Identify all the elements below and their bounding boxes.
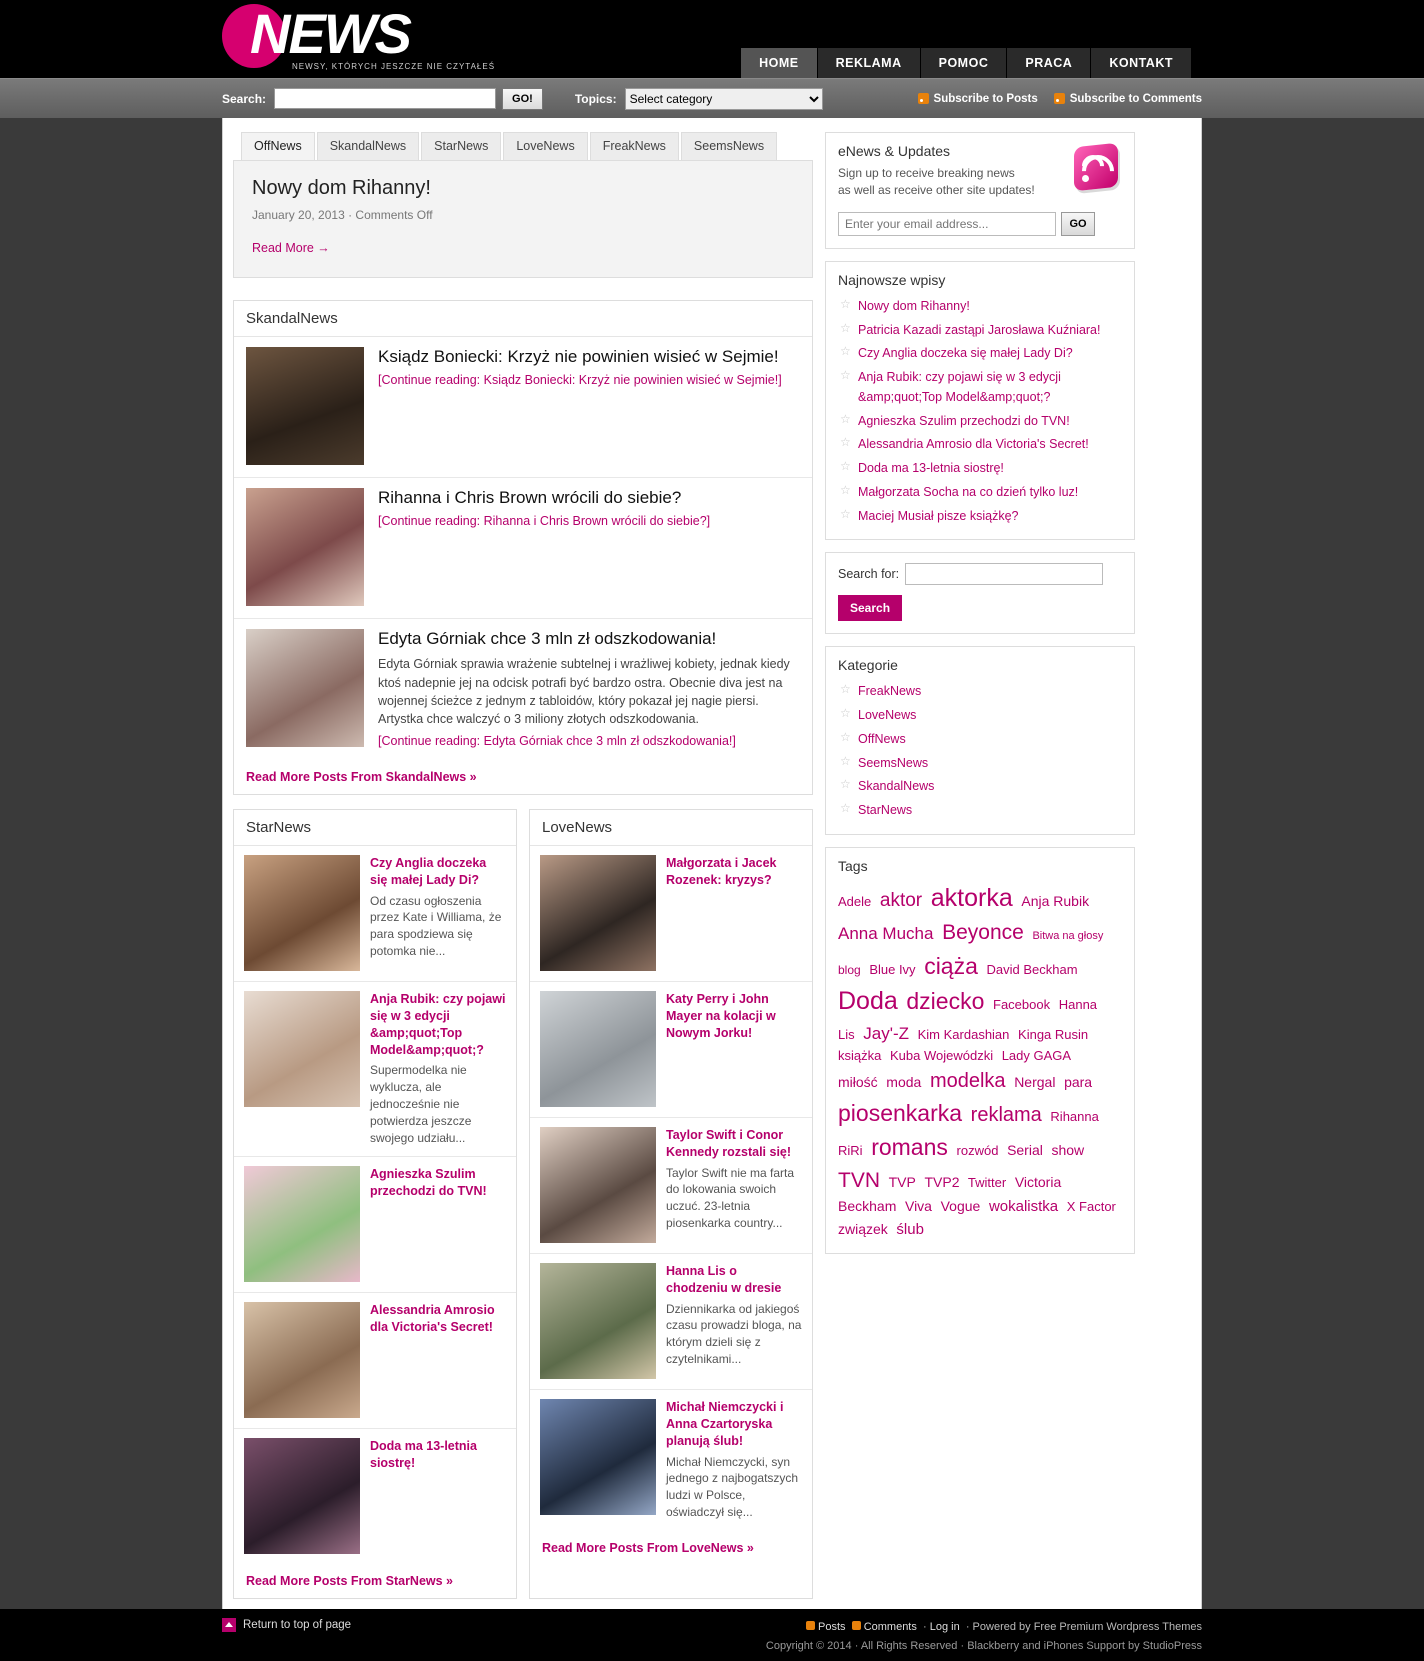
tag-link[interactable]: TVN [838,1168,880,1192]
list-item [234,982,516,1157]
widget-title: Najnowsze wpisy [838,271,946,288]
return-to-top-link[interactable] [222,1618,351,1632]
enews-line2: as well as receive other site updates! [838,183,1035,198]
latest-post-link[interactable]: Anja Rubik: czy pojawi się w 3 edycji &amp;quot;Top Model&amp;quot;? [858,370,1061,404]
tag-link[interactable]: Victoria Beckham [838,1173,1062,1215]
list-item [838,727,1122,751]
widget-title: eNews & Updates [838,143,951,159]
tag-link[interactable]: Doda [838,987,898,1016]
post-item [234,619,812,760]
list-item [234,846,516,982]
more-posts-starnews-link[interactable]: Read More Posts From StarNews » [246,1574,454,1589]
tab-freaknews[interactable]: FreakNews [590,132,679,160]
post-title[interactable]: Rihanna i Chris Brown wrócili do siebie? [378,488,682,507]
section-heading: StarNews [234,810,516,846]
nav-item-home[interactable]: HOME [741,48,818,78]
featured-read-more-link[interactable]: Read More → [252,241,330,255]
enews-subscribe-button[interactable]: GO [1061,212,1095,236]
list-item [838,751,1122,775]
post-title[interactable]: Taylor Swift i Conor Kennedy rozstali się! [666,1127,792,1159]
tag-link[interactable]: aktorka [930,883,1013,912]
sidebar-search-label: Search for: [838,567,900,582]
content-wrapper [222,118,1202,1609]
list-item [838,432,1122,456]
category-link-offnews[interactable]: OffNews [858,731,906,746]
post-title[interactable]: Hanna Lis o chodzeniu w dresie [666,1263,782,1295]
tag-link[interactable]: książka [838,1048,882,1064]
post-item [234,337,812,478]
tag-cloud [838,880,1122,1242]
section-lovenews [529,809,813,1599]
section-heading: LoveNews [530,810,812,846]
subscribe-comments-label: Subscribe to Comments [1069,92,1202,105]
nav-item-reklama[interactable]: REKLAMA [818,48,921,78]
sidebar [825,132,1135,1266]
tab-starnews[interactable]: StarNews [421,132,501,160]
post-thumbnail[interactable] [244,1302,360,1418]
list-item [838,679,1122,703]
list-item [838,504,1122,528]
latest-post-link[interactable]: Czy Anglia doczeka się małej Lady Di? [858,346,1073,361]
site-logo[interactable] [222,0,502,78]
list-item [530,846,812,982]
rss-icon [806,1621,815,1630]
widget-title: Tags [838,857,868,874]
post-thumbnail[interactable] [244,855,360,971]
tag-link[interactable]: blog [838,962,861,977]
tag-link[interactable]: miłość [838,1073,878,1090]
featured-post [233,160,813,278]
list-item [838,703,1122,727]
post-thumbnail[interactable] [540,1127,656,1243]
post-excerpt: Edyta Górniak sprawia wrażenie subtelnej i wrażliwej kobiety, jednak kiedy ktoś nadepnie jej na odcisk potrafi być bardzo ostra. Obecnie diva jest na wojennej ścieżce z jednym z tabloidów, który pokazał jej nagie piersi. Artystka chce walczyć o 3 miliony złotych odszkodowania. [378,657,790,726]
site-header [0,0,1424,78]
featured-title[interactable]: Nowy dom Rihanny! [252,177,431,199]
post-continue-link[interactable]: [Continue reading: Rihanna i Chris Brown wrócili do siebie?] [378,514,711,529]
post-continue-link[interactable]: [Continue reading: Edyta Górniak chce 3 mln zł odszkodowania!] [378,733,736,748]
list-item [530,1254,812,1390]
topics-label: Topics: [574,91,617,106]
tag-link[interactable]: Serial [1007,1142,1043,1159]
post-title[interactable]: Ksiądz Boniecki: Krzyż nie powinien wisieć w Sejmie! [378,347,779,366]
widget-title: Kategorie [838,657,898,674]
tag-link[interactable]: Hanna Lis [838,997,1098,1042]
latest-post-link[interactable]: Patricia Kazadi zastąpi Jarosława Kuźniara! [858,322,1101,337]
post-thumbnail[interactable] [540,991,656,1107]
subscribe-posts-link[interactable] [918,93,1038,105]
tag-link[interactable]: rozwód [956,1143,999,1159]
tag-link[interactable]: aktor [879,889,923,911]
list-item [838,480,1122,504]
nav-item-kontakt[interactable]: KONTAKT [1091,48,1192,78]
post-title[interactable]: Michał Niemczycki i Anna Czartoryska planują ślub! [666,1399,784,1448]
tag-link[interactable]: TVP2 [924,1173,960,1190]
post-item [234,478,812,619]
tag-link[interactable]: Facebook [993,997,1051,1013]
subscribe-posts-label: Subscribe to Posts [933,92,1038,105]
subscribe-comments-link[interactable] [1054,93,1202,105]
latest-post-link[interactable]: Doda ma 13-letnia siostrę! [858,461,1004,476]
footer-login-link[interactable]: Log in [929,1621,960,1634]
latest-post-link[interactable]: Nowy dom Rihanny! [858,298,970,313]
latest-posts-list [838,294,1122,528]
tag-link[interactable]: Adele [838,893,872,909]
post-title[interactable]: Edyta Górniak chce 3 mln zł odszkodowania! [378,629,717,648]
featured-tabs [233,132,813,160]
search-input[interactable] [274,88,496,109]
list-item [530,1118,812,1254]
featured-meta: January 20, 2013 · Comments Off [252,208,433,222]
post-thumbnail[interactable] [244,1438,360,1554]
tag-link[interactable]: Kim Kardashian [917,1026,1010,1042]
nav-item-praca[interactable]: PRACA [1007,48,1091,78]
list-item [234,1429,516,1564]
category-link-seemsnews[interactable]: SeemsNews [858,755,929,770]
post-title[interactable]: Małgorzata i Jacek Rozenek: kryzys? [666,855,777,887]
post-thumbnail[interactable] [540,1263,656,1379]
list-item [838,294,1122,318]
list-item [530,1390,812,1531]
tag-link[interactable]: Twitter [967,1174,1007,1190]
rss-icon [918,93,929,104]
tag-link[interactable]: ślub [896,1220,924,1238]
tab-seemsnews[interactable]: SeemsNews [681,132,777,160]
tag-link[interactable]: związek [838,1220,888,1237]
list-item [234,1157,516,1293]
tag-link[interactable]: X Factor [1066,1199,1116,1215]
tag-link[interactable]: Nergal [1014,1073,1056,1090]
tag-link[interactable]: dziecko [906,988,985,1015]
widget-enews [825,132,1135,249]
post-thumbnail[interactable] [244,1166,360,1282]
more-posts-lovenews-link[interactable]: Read More Posts From LoveNews » [542,1540,754,1555]
tag-link[interactable]: para [1064,1073,1093,1090]
category-link-starnews[interactable]: StarNews [858,803,913,818]
post-thumbnail[interactable] [246,629,364,747]
tag-link[interactable]: show [1051,1142,1085,1159]
widget-search [825,552,1135,634]
category-link-skandalnews[interactable]: SkandalNews [858,779,935,794]
list-item [838,318,1122,342]
list-item [234,1293,516,1429]
tag-link[interactable]: ciąża [924,952,978,979]
footer-comments-link[interactable]: Comments [863,1621,917,1634]
search-label: Search: [222,91,267,106]
tag-link[interactable]: Lady GAGA [1001,1048,1072,1064]
latest-post-link[interactable]: Małgorzata Socha na co dzień tylko luz! [858,484,1079,499]
arrow-up-icon [222,1618,236,1632]
main-content [233,132,813,1599]
tag-link[interactable]: Jay'-Z [863,1023,909,1043]
tag-link[interactable]: Kuba Wojewódzki [889,1048,994,1064]
tag-link[interactable]: wokalistka [988,1198,1059,1216]
footer-posts-link[interactable]: Posts [818,1621,846,1634]
list-item [838,341,1122,365]
latest-post-link[interactable]: Maciej Musiał pisze książkę? [858,508,1019,523]
lower-columns [233,809,813,1599]
latest-post-link[interactable]: Agnieszka Szulim przechodzi do TVN! [858,413,1070,428]
sidebar-search-input[interactable] [905,563,1103,585]
post-continue-link[interactable]: [Continue reading: Ksiądz Boniecki: Krzyż nie powinien wisieć w Sejmie!] [378,373,782,388]
rss-badge-icon [1068,141,1124,193]
tab-skandalnews[interactable]: SkandalNews [317,132,419,160]
post-excerpt: Supermodelka nie wyklucza, ale jednocześnie nie potwierdza jeszcze swojego udziału... [370,1063,472,1145]
category-link-freaknews[interactable]: FreakNews [858,684,922,699]
list-item [838,798,1122,822]
post-excerpt: Taylor Swift nie ma farta do lokowania swoich uczuć. 23-letnia piosenkarka country... [666,1165,795,1231]
nav-item-pomoc[interactable]: POMOC [921,48,1008,78]
tag-link[interactable]: moda [886,1073,922,1090]
sidebar-search-button[interactable]: Search [838,595,902,621]
tag-link[interactable]: Viva [904,1198,932,1215]
widget-tags [825,847,1135,1255]
site-footer: Return to top of page Posts Comments · Log in · Powered by Free Premium Wordpress Themes Copyright © 2014 · All Rights Reserved · Blackberry and iPhones Support by StudioPress [0,1609,1424,1661]
tag-link[interactable]: Anja Rubik [1021,892,1090,909]
tag-link[interactable]: Anna Mucha [838,924,934,944]
list-item [838,365,1122,409]
logo-text: NEWS [250,2,410,65]
logo-tagline: NEWSY, KTÓRYCH JESZCZE NIE CZYTAŁEŚ [292,62,496,71]
list-item [838,409,1122,433]
post-title[interactable]: Agnieszka Szulim przechodzi do TVN! [370,1167,487,1199]
widget-latest-posts [825,261,1135,541]
rss-icon [1054,93,1065,104]
tag-link[interactable]: piosenkarka [838,1099,963,1126]
section-starnews [233,809,517,1599]
post-excerpt: Dziennikarka od jakiegoś czasu prowadzi bloga, na którym dzieli się z czytelnikami... [666,1301,802,1367]
section-skandalnews [233,300,813,795]
tag-link[interactable]: Kinga Rusin [1018,1026,1089,1042]
enews-line1: Sign up to receive breaking news [838,166,1015,180]
post-thumbnail[interactable] [246,488,364,606]
post-thumbnail[interactable] [540,855,656,971]
tag-link[interactable]: Blue Ivy [869,961,916,977]
tag-link[interactable]: reklama [970,1103,1042,1126]
tab-lovenews[interactable]: LoveNews [503,132,587,160]
post-title[interactable]: Doda ma 13-letnia siostrę! [370,1439,477,1471]
tag-link[interactable]: RiRi [838,1143,863,1159]
tab-offnews[interactable]: OffNews [241,132,315,160]
footer-copyright: Copyright © 2014 · All Rights Reserved · Blackberry and iPhones Support by StudioPress [765,1640,1202,1653]
category-link-lovenews[interactable]: LoveNews [858,708,917,723]
tag-link[interactable]: Bitwa na głosy [1032,930,1104,943]
list-item [838,456,1122,480]
categories-list [838,679,1122,822]
tag-link[interactable]: romans [871,1134,948,1161]
post-thumbnail[interactable] [540,1399,656,1515]
tag-link[interactable]: TVP [888,1173,916,1190]
main-nav [741,48,1192,78]
list-item [530,982,812,1118]
footer-powered-by: Powered by Free Premium Wordpress Themes [972,1621,1202,1634]
search-go-button[interactable]: GO! [502,88,543,110]
widget-categories [825,646,1135,835]
tag-link[interactable]: David Beckham [986,961,1078,977]
tag-link[interactable]: Rihanna [1050,1108,1099,1124]
email-field[interactable] [838,212,1056,236]
tag-link[interactable]: Vogue [940,1198,981,1215]
section-heading: SkandalNews [234,301,812,337]
list-item [838,774,1122,798]
post-excerpt: Od czasu ogłoszenia przez Kate i Williama, że para spodziewa się potomka nie... [370,893,502,959]
post-thumbnail[interactable] [246,347,364,465]
post-thumbnail[interactable] [244,991,360,1107]
subscribe-links [918,93,1202,105]
post-excerpt: Michał Niemczycki, syn jednego z najbogatszych ludzi w Polsce, oświadczył się... [666,1454,799,1519]
post-title[interactable]: Czy Anglia doczeka się małej Lady Di? [370,855,487,887]
utility-bar [0,78,1424,118]
post-title[interactable]: Katy Perry i John Mayer na kolacji w Nowym Jorku! [666,991,776,1040]
latest-post-link[interactable]: Alessandria Amrosio dla Victoria's Secret! [858,437,1089,452]
tag-link[interactable]: Beyonce [942,921,1024,945]
post-title[interactable]: Anja Rubik: czy pojawi się w 3 edycji &amp;quot;Top Model&amp;quot;? [370,991,506,1057]
rss-icon [852,1621,861,1630]
post-title[interactable]: Alessandria Amrosio dla Victoria's Secret! [370,1303,495,1335]
tag-link[interactable]: modelka [929,1069,1006,1092]
topics-select[interactable] [625,88,823,110]
return-to-top-label: Return to top of page [243,1619,352,1632]
more-posts-skandalnews-link[interactable]: Read More Posts From SkandalNews » [246,769,477,784]
